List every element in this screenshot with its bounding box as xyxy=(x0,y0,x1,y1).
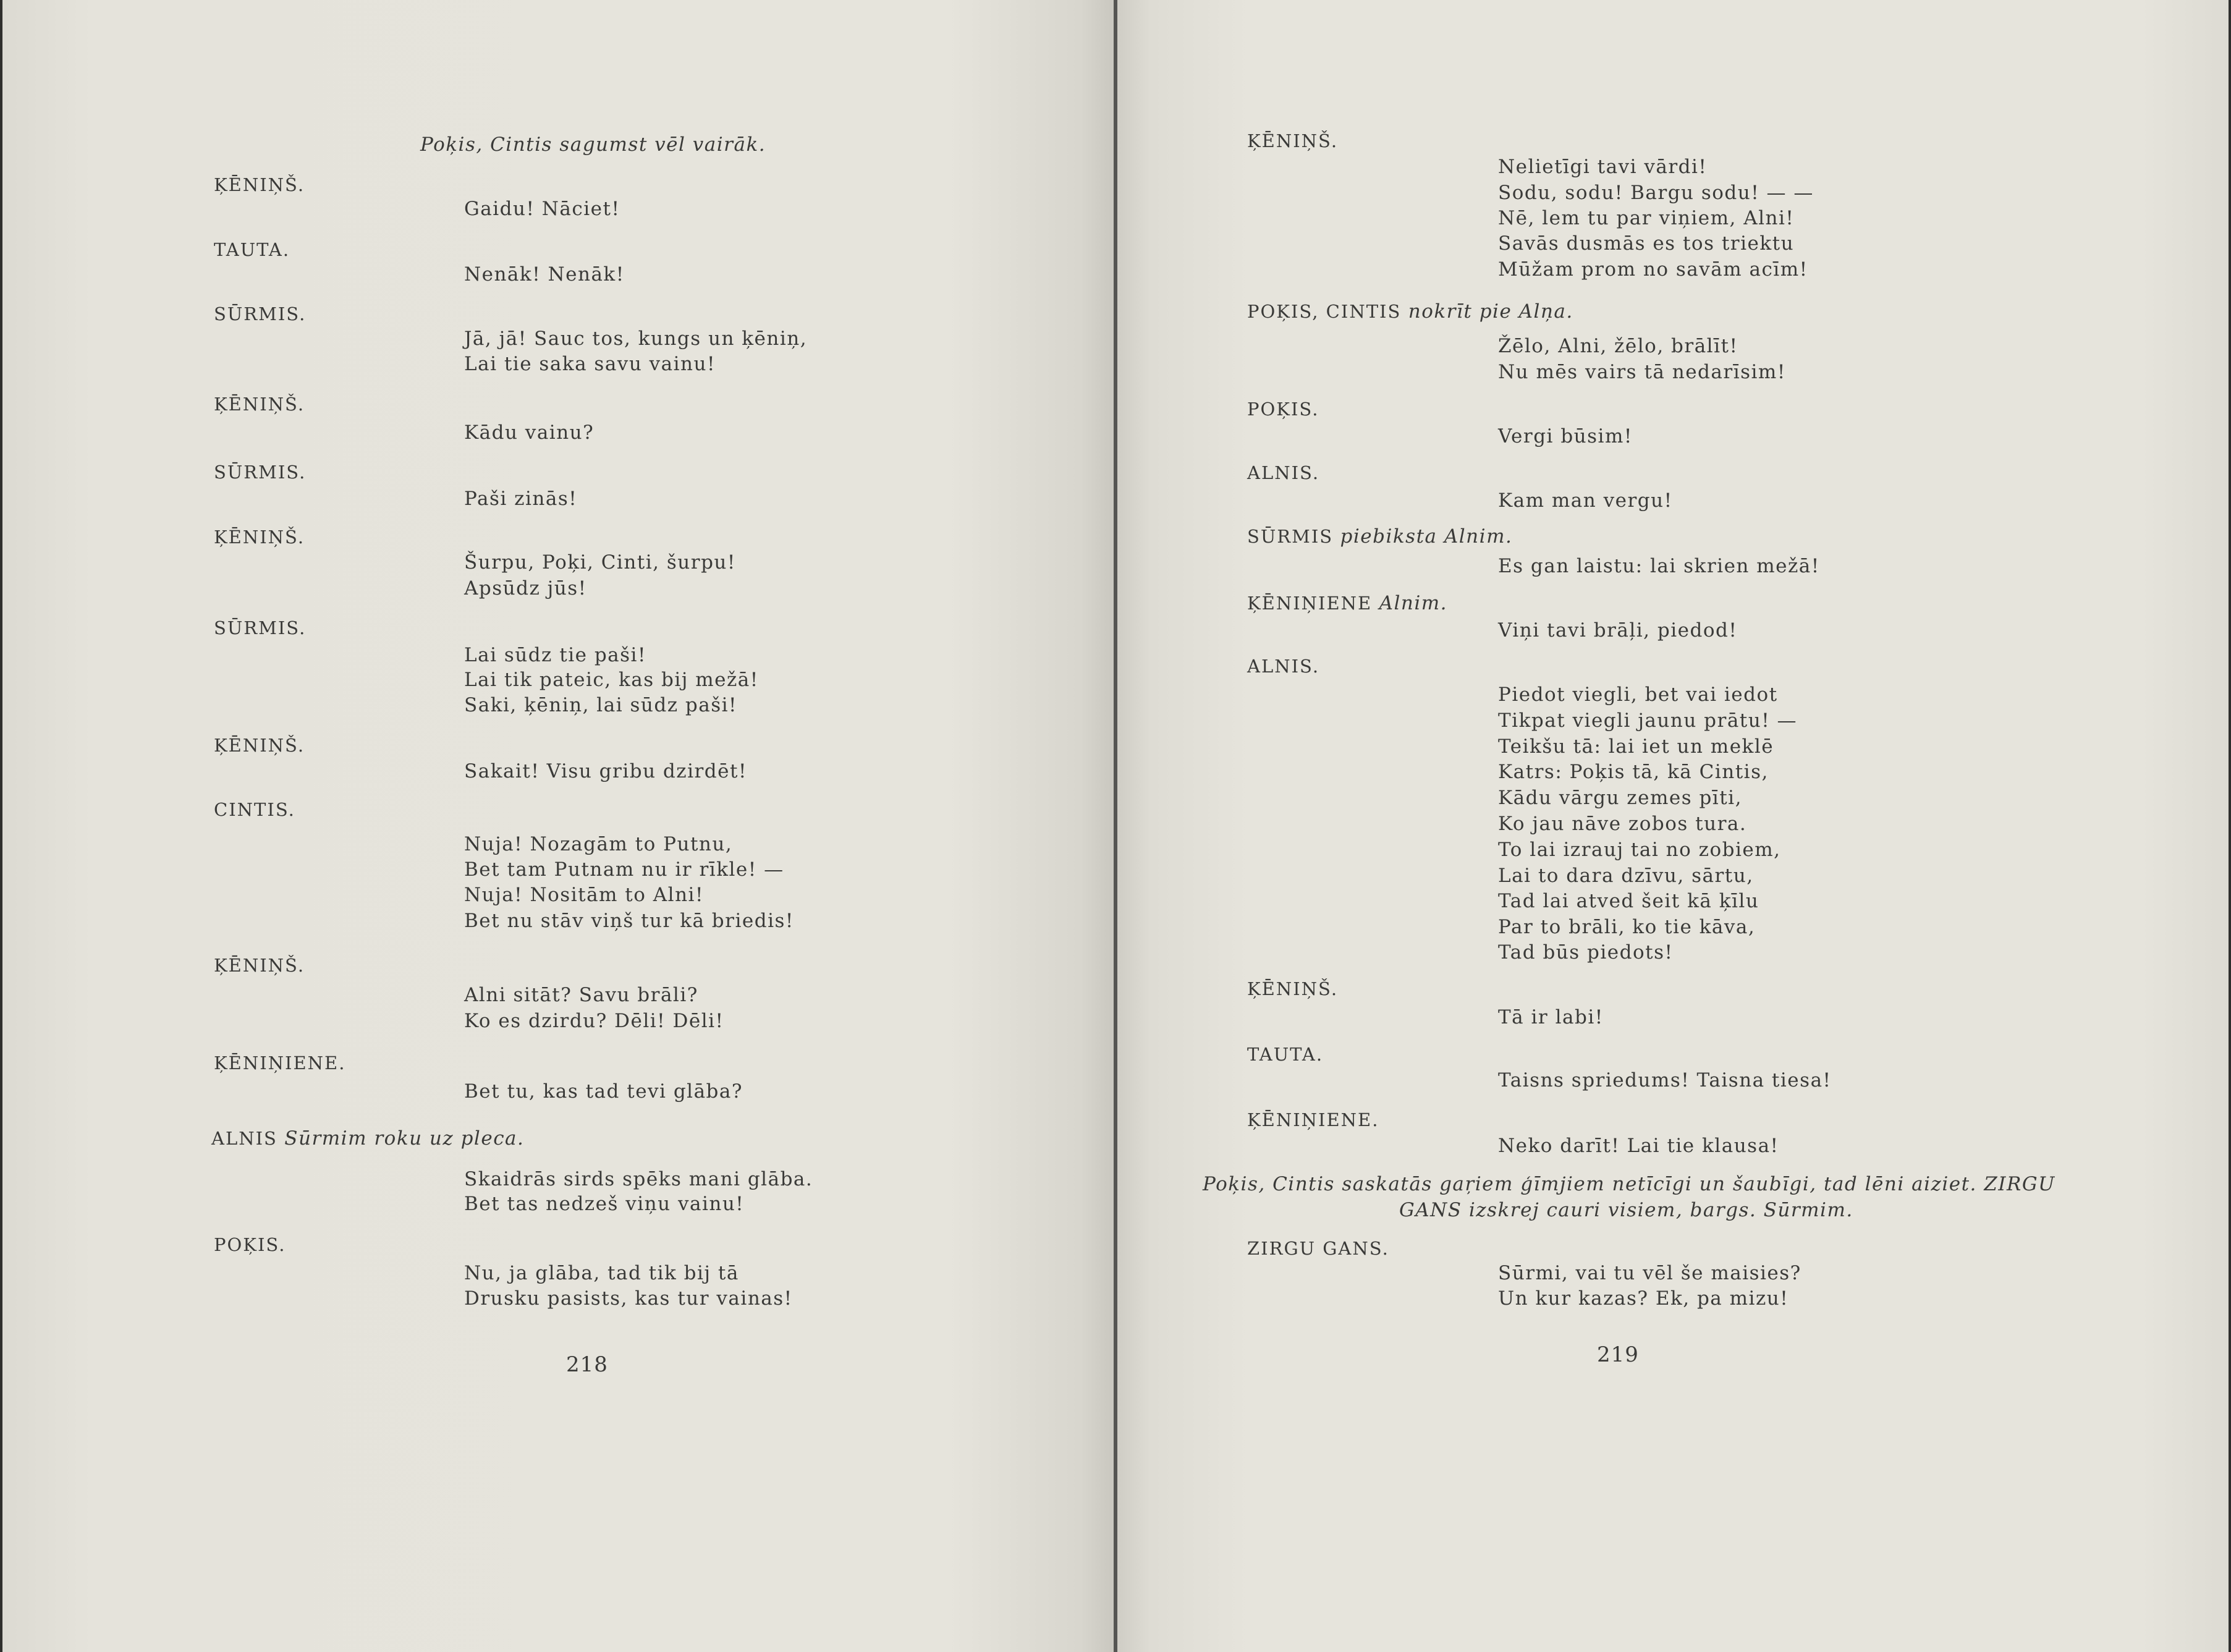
verse-line: Bet tam Putnam nu ir rīkle! — xyxy=(464,858,784,881)
speaker-name: ALNIS. xyxy=(1247,462,1320,483)
verse-line: Nuja! Nozagām to Putnu, xyxy=(464,833,733,855)
speaker-name: TAUTA. xyxy=(1247,1044,1324,1065)
verse-line: Tā ir labi! xyxy=(1498,1006,1604,1028)
verse-line: Kādu vārgu zemes pīti, xyxy=(1498,787,1742,809)
verse-line: Bet nu stāv viņš tur kā briedis! xyxy=(464,910,794,932)
verse-line: Nenāk! Nenāk! xyxy=(464,263,625,286)
speaker-name: POĶIS. xyxy=(1247,399,1319,420)
verse-line: Neko darīt! Lai tie klausa! xyxy=(1498,1135,1779,1157)
verse-line: Lai to dara dzīvu, sārtu, xyxy=(1498,865,1754,887)
speaker-name: ALNIS xyxy=(211,1128,277,1149)
verse-line: Gaidu! Nāciet! xyxy=(464,198,620,220)
verse-line: Kam man vergu! xyxy=(1498,489,1673,512)
speaker-with-direction xyxy=(211,1126,524,1151)
verse-line: Nuja! Nositām to Alni! xyxy=(464,884,704,906)
verse-line: Kādu vainu? xyxy=(464,421,595,444)
verse-line: Nu mēs vairs tā nedarīsim! xyxy=(1498,361,1786,383)
speaker-name: ĶĒNIŅŠ. xyxy=(214,735,305,756)
speaker-name: ĶĒNIŅŠ. xyxy=(214,955,305,976)
speaker-name: ĶĒNIŅIENE. xyxy=(214,1053,346,1074)
verse-line: Par to brāli, ko tie kāva, xyxy=(1498,916,1756,938)
speaker-name: ĶĒNIŅŠ. xyxy=(214,394,305,415)
speaker-name: SŪRMIS. xyxy=(214,303,307,324)
speaker-name: SŪRMIS. xyxy=(214,462,307,483)
verse-line: Lai tik pateic, kas bij mežā! xyxy=(464,669,759,691)
verse-line: Nu, ja glāba, tad tik bij tā xyxy=(464,1262,739,1284)
verse-line: Tikpat viegli jaunu prātu! — xyxy=(1498,710,1798,732)
verse-line: Jā, jā! Sauc tos, kungs un ķēniņ, xyxy=(464,328,808,350)
stage-direction: piebiksta Alnim. xyxy=(1340,525,1513,548)
verse-line: Sodu, sodu! Bargu sodu! — — xyxy=(1498,182,1814,204)
verse-line: Saki, ķēniņ, lai sūdz paši! xyxy=(464,694,737,716)
speaker-with-direction xyxy=(1247,591,1447,616)
verse-line: Lai sūdz tie paši! xyxy=(464,644,646,666)
speaker-name: SŪRMIS xyxy=(1247,526,1334,547)
page-number: 218 xyxy=(566,1352,608,1377)
speaker-with-direction xyxy=(1247,299,1573,324)
speaker-name: POĶIS, CINTIS xyxy=(1247,301,1402,322)
verse-line: Un kur kazas? Ek, pa mizu! xyxy=(1498,1287,1789,1310)
verse-line: Sūrmi, vai tu vēl še maisies? xyxy=(1498,1262,1801,1284)
stage-direction: Poķis, Cintis sagumst vēl vairāk. xyxy=(420,133,766,156)
verse-line: Bet tas nedzeš viņu vainu! xyxy=(464,1193,745,1215)
speaker-name: ALNIS. xyxy=(1247,656,1320,677)
stage-direction: Alnim. xyxy=(1379,592,1448,614)
verse-line: Tad lai atved šeit kā ķīlu xyxy=(1498,890,1759,912)
verse-line: Paši zinās! xyxy=(464,488,578,510)
verse-line: Savās dusmās es tos triektu xyxy=(1498,232,1795,255)
left-page xyxy=(2,0,1114,1652)
speaker-name: ĶĒNIŅŠ. xyxy=(214,174,305,195)
stage-direction: nokrīt pie Alņa. xyxy=(1408,300,1573,323)
speaker-name: POĶIS. xyxy=(214,1234,286,1255)
verse-line: To lai izrauj tai no zobiem, xyxy=(1498,839,1781,861)
speaker-name: ĶĒNIŅŠ. xyxy=(1247,978,1339,999)
stage-direction: Poķis, Cintis saskatās gaŗiem ģīmjiem netīcīgi un šaubīgi, tad lēni aiziet. ZIRGU xyxy=(1203,1173,2055,1195)
stage-direction: Sūrmim roku uz pleca. xyxy=(284,1127,525,1150)
speaker-name: ĶĒNIŅIENE xyxy=(1247,593,1373,614)
speaker-name: ĶĒNIŅŠ. xyxy=(214,527,305,548)
verse-line: Bet tu, kas tad tevi glāba? xyxy=(464,1080,743,1103)
verse-line: Teikšu tā: lai iet un meklē xyxy=(1498,735,1774,758)
verse-line: Skaidrās sirds spēks mani glāba. xyxy=(464,1168,813,1190)
verse-line: Ko jau nāve zobos tura. xyxy=(1498,813,1747,835)
verse-line: Ko es dzirdu? Dēli! Dēli! xyxy=(464,1010,724,1032)
verse-line: Žēlo, Alni, žēlo, brālīt! xyxy=(1498,335,1738,357)
verse-line: Lai tie saka savu vainu! xyxy=(464,353,716,375)
speaker-name: SŪRMIS. xyxy=(214,617,307,638)
page-number: 219 xyxy=(1597,1342,1639,1367)
verse-line: Viņi tavi brāļi, piedod! xyxy=(1498,619,1738,642)
verse-line: Tad būs piedots! xyxy=(1498,941,1674,964)
verse-line: Vergi būsim! xyxy=(1498,425,1633,447)
verse-line: Drusku pasists, kas tur vainas! xyxy=(464,1287,793,1310)
verse-line: Šurpu, Poķi, Cinti, šurpu! xyxy=(464,551,736,574)
verse-line: Nē, lem tu par viņiem, Alni! xyxy=(1498,207,1795,229)
verse-line: Nelietīgi tavi vārdi! xyxy=(1498,156,1708,178)
verse-line: Alni sitāt? Savu brāli? xyxy=(464,984,698,1006)
speaker-name: ĶĒNIŅIENE. xyxy=(1247,1109,1379,1130)
stage-direction: GANS izskrej cauri visiem, bargs. Sūrmim. xyxy=(1399,1199,1853,1221)
verse-line: Piedot viegli, bet vai iedot xyxy=(1498,684,1778,706)
verse-line: Sakait! Visu gribu dzirdēt! xyxy=(464,760,747,782)
verse-line: Taisns spriedums! Taisna tiesa! xyxy=(1498,1069,1832,1091)
speaker-name: ĶĒNIŅŠ. xyxy=(1247,130,1339,151)
speaker-name: ZIRGU GANS. xyxy=(1247,1238,1389,1259)
verse-line: Mūžam prom no savām acīm! xyxy=(1498,258,1808,281)
verse-line: Apsūdz jūs! xyxy=(464,577,587,599)
verse-line: Katrs: Poķis tā, kā Cintis, xyxy=(1498,761,1769,783)
speaker-name: CINTIS. xyxy=(214,799,295,820)
right-page xyxy=(1117,0,2229,1652)
speaker-with-direction xyxy=(1247,524,1512,549)
speaker-name: TAUTA. xyxy=(214,239,290,260)
verse-line: Es gan laistu: lai skrien mežā! xyxy=(1498,555,1820,577)
